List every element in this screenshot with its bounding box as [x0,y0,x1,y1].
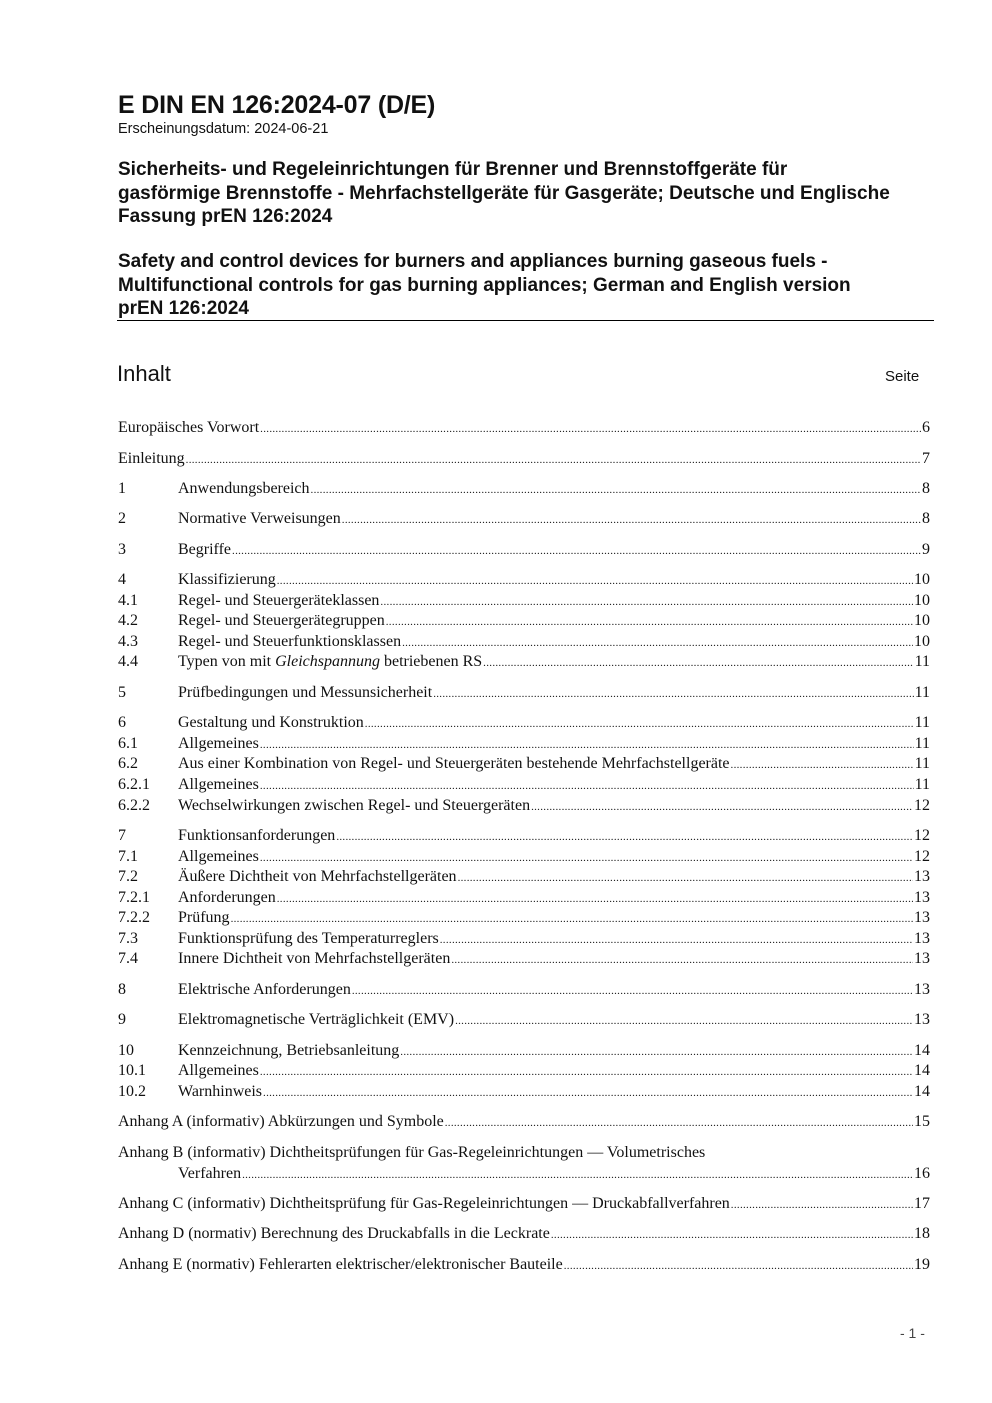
toc-annex-text: Anhang D (normativ) Berechnung des Druckabfalls in die Leckrate [118,1225,550,1242]
toc-entry-text: Regel- und Steuergerätegruppen [178,612,385,629]
toc-entry-number: 4.1 [118,592,138,609]
toc-entry-page: 11 [914,776,930,793]
toc-leader [186,450,921,471]
toc-entry-text: Wechselwirkungen zwischen Regel- und Steuergeräten [178,797,531,814]
toc-entry-number: 4.2 [118,612,138,629]
toc-entry-page: 10 [914,612,930,629]
toc-entry[interactable] [118,1060,930,1081]
toc-entry[interactable] [118,712,930,733]
toc-entry-text: Warnhinweis [178,1083,263,1100]
toc-entry-page: 14 [914,1062,930,1079]
toc-leader [433,684,913,705]
toc-leader [277,571,913,592]
toc-entry-text: Anwendungsbereich [178,480,310,497]
publication-date: Erscheinungsdatum: 2024-06-21 [118,121,329,137]
toc-entry-page: 13 [914,981,930,998]
toc-entry-text: Anforderungen [178,889,276,906]
toc-entry-text: Funktionsprüfung des Temperaturreglers [178,930,439,947]
toc-leader [342,510,921,531]
toc-entry[interactable] [118,631,930,652]
toc-entry-text: Begriffe [178,541,232,558]
toc-heading: Inhalt [117,361,171,386]
toc-entry-page: 13 [914,909,930,926]
toc-entry[interactable] [118,417,930,438]
toc-entry-text: Allgemeines [178,848,259,865]
toc-leader [445,1113,913,1134]
toc-entry-text: Elektrische Anforderungen [178,981,351,998]
toc-entry[interactable] [118,1040,930,1061]
toc-entry[interactable] [118,539,930,560]
toc-entry-text: Prüfung [178,909,230,926]
toc-annex-page: 17 [914,1195,930,1212]
toc-entry-number: 4 [118,571,126,588]
toc-entry[interactable] [118,1009,930,1030]
toc-entry[interactable] [118,590,930,611]
toc-annex-text-continuation: Verfahren [178,1165,242,1182]
toc-entry-page: 13 [914,930,930,947]
title-german-line: gasförmige Brennstoffe - Mehrfachstellgeräte für Gasgeräte; Deutsche und Englische [118,182,890,204]
toc-entry-text: Europäisches Vorwort [118,419,260,436]
toc-leader [451,950,913,971]
toc-leader [365,714,914,735]
toc-entry-page: 8 [922,510,930,527]
toc-entry[interactable] [118,610,930,631]
toc-entry-text: Aus einer Kombination von Regel- und Steuergeräten bestehende Mehrfachstellgeräte [178,755,730,772]
toc-entry[interactable] [118,795,930,816]
toc-entry-page: 7 [922,450,930,467]
toc-entry-number: 4.3 [118,633,138,650]
toc-annex-continuation[interactable] [178,1163,930,1184]
toc-entry-text: Allgemeines [178,1062,259,1079]
toc-entry-page: 12 [914,848,930,865]
toc-leader [263,1083,913,1104]
toc-entry-page: 13 [914,1011,930,1028]
toc-entry-number: 2 [118,510,126,527]
toc-leader [455,1011,913,1032]
toc-entry[interactable] [118,979,930,1000]
toc-entry[interactable] [118,825,930,846]
toc-entry-page: 13 [914,950,930,967]
toc-entry-text-part: betriebenen RS [379,653,483,670]
toc-entry-text: Normative Verweisungen [178,510,341,527]
toc-annex-text: Anhang E (normativ) Fehlerarten elektrischer/elektronischer Bauteile [118,1256,563,1273]
toc-entry[interactable] [118,846,930,867]
toc-annex-page: 19 [914,1256,930,1273]
toc-leader [260,419,921,440]
toc-entry[interactable] [118,774,930,795]
toc-leader [231,909,913,930]
toc-leader [564,1256,913,1277]
toc-leader [531,797,913,818]
toc-entry-text: Klassifizierung [178,571,276,588]
toc-entry-page: 11 [914,735,930,752]
toc-entry-page: 11 [914,714,930,731]
toc-entry-page: 14 [914,1083,930,1100]
toc-annex-entry[interactable] [118,1111,930,1132]
toc-leader [731,755,914,776]
toc-entry[interactable] [118,1081,930,1102]
toc-entry-text: Regel- und Steuergeräteklassen [178,592,380,609]
toc-entry-text: Gestaltung und Konstruktion [178,714,364,731]
toc-leader [260,1062,913,1083]
title-divider [117,320,934,321]
toc-entry-number: 6 [118,714,126,731]
title-german-line: Sicherheits- und Regeleinrichtungen für Brenner und Brennstoffgeräte für [118,159,788,180]
toc-entry-number: 6.1 [118,735,138,752]
toc-entry[interactable] [118,948,930,969]
toc-entry-number: 7.2 [118,868,138,885]
toc-entry-number: 10.2 [118,1083,146,1100]
toc-entry[interactable] [118,887,930,908]
toc-entry-text-emphasis: Gleichspannung [275,653,380,670]
toc-leader [232,541,921,562]
toc-entry-number: 7.3 [118,930,138,947]
document-id: E DIN EN 126:2024-07 (D/E) [118,91,436,119]
toc-page-label: Seite [885,368,920,385]
toc-entry-text: Allgemeines [178,776,259,793]
toc-leader [260,776,914,797]
toc-leader [242,1165,913,1186]
toc-entry-text [178,651,482,672]
toc-annex-entry[interactable] [118,1223,930,1244]
toc-annex-page: 15 [914,1113,930,1130]
toc-entry-number: 6.2.1 [118,776,150,793]
toc-annex-entry[interactable] [118,1254,930,1275]
toc-entry[interactable] [118,866,930,887]
toc-entry-page: 13 [914,868,930,885]
toc-entry-number: 7.1 [118,848,138,865]
toc-entry-text: Elektromagnetische Verträglichkeit (EMV) [178,1011,455,1028]
toc-entry-page: 10 [914,571,930,588]
toc-entry-number: 8 [118,981,126,998]
toc-entry[interactable] [118,651,930,672]
toc-entry-number: 7.2.2 [118,909,150,926]
title-german [118,158,948,229]
toc-annex-text: Anhang B (informativ) Dichtheitsprüfungen für Gas-Regeleinrichtungen — Volumetrisches [118,1144,706,1161]
toc-annex-text: Anhang C (informativ) Dichtheitsprüfung für Gas-Regeleinrichtungen — Druckabfallverfahren [118,1195,730,1212]
toc-annex-entry[interactable] [118,1142,930,1163]
toc-entry-page: 13 [914,889,930,906]
toc-entry-text: Kennzeichnung, Betriebsanleitung [178,1042,400,1059]
toc-leader [311,480,921,501]
toc-entry-number: 4.4 [118,653,138,670]
toc-entry-page: 6 [922,419,930,436]
toc-entry-page: 9 [922,541,930,558]
toc-leader [386,612,913,633]
title-german-line: Fassung prEN 126:2024 [118,206,333,227]
toc-entry-page: 14 [914,1042,930,1059]
toc-entry-text: Einleitung [118,450,185,467]
toc-entry[interactable] [118,569,930,590]
toc-leader [352,981,913,1002]
toc-annex-page: 16 [914,1165,930,1182]
toc-entry-page: 12 [914,797,930,814]
toc-annex-entry[interactable] [118,1193,930,1214]
toc-entry[interactable] [118,733,930,754]
toc-leader [336,827,913,848]
toc-entry-number: 1 [118,480,126,497]
toc-entry-text: Innere Dichtheit von Mehrfachstellgeräten [178,950,451,967]
title-english-line: Multifunctional controls for gas burning appliances; German and English version [118,274,851,296]
toc-entry-text: Prüfbedingungen und Messunsicherheit [178,684,433,701]
toc-leader [731,1195,913,1216]
toc-entry-text: Funktionsanforderungen [178,827,336,844]
toc-entry-text: Regel- und Steuerfunktionsklassen [178,633,402,650]
toc-entry-number: 3 [118,541,126,558]
toc-entry[interactable] [118,753,930,774]
toc-entry-number: 10 [118,1042,134,1059]
toc-entry-page: 10 [914,592,930,609]
toc-entry[interactable] [118,478,930,499]
toc-entry[interactable] [118,928,930,949]
toc-entry-page: 11 [914,684,930,701]
toc-entry-number: 5 [118,684,126,701]
toc-entry-page: 11 [914,755,930,772]
toc-entry-number: 7.4 [118,950,138,967]
toc-entry-text-part: Typen von mit [178,653,276,670]
toc-entry[interactable] [118,508,930,529]
toc-entry-page: 11 [914,653,930,670]
page-number: - 1 - [900,1325,925,1341]
toc-annex-text: Anhang A (informativ) Abkürzungen und Symbole [118,1113,444,1130]
toc-entry-page: 8 [922,480,930,497]
toc-entry[interactable] [118,907,930,928]
toc-entry-page: 10 [914,633,930,650]
toc-leader [458,868,913,889]
toc-leader [551,1225,913,1246]
title-english [118,250,948,321]
toc-entry-number: 6.2 [118,755,138,772]
toc-entry[interactable] [118,448,930,469]
toc-entry-page: 12 [914,827,930,844]
toc-entry-number: 6.2.2 [118,797,150,814]
toc-entry-number: 7 [118,827,126,844]
toc-entry-number: 10.1 [118,1062,146,1079]
toc-entry-number: 9 [118,1011,126,1028]
title-english-line: Safety and control devices for burners and appliances burning gaseous fuels - [118,251,828,272]
toc-entry-text: Allgemeines [178,735,259,752]
toc-annex-page: 18 [914,1225,930,1242]
toc-entry[interactable] [118,682,930,703]
title-english-line: prEN 126:2024 [118,298,249,319]
toc-leader [483,653,913,674]
toc-entry-number: 7.2.1 [118,889,150,906]
toc-entry-text: Äußere Dichtheit von Mehrfachstellgeräten [178,868,457,885]
